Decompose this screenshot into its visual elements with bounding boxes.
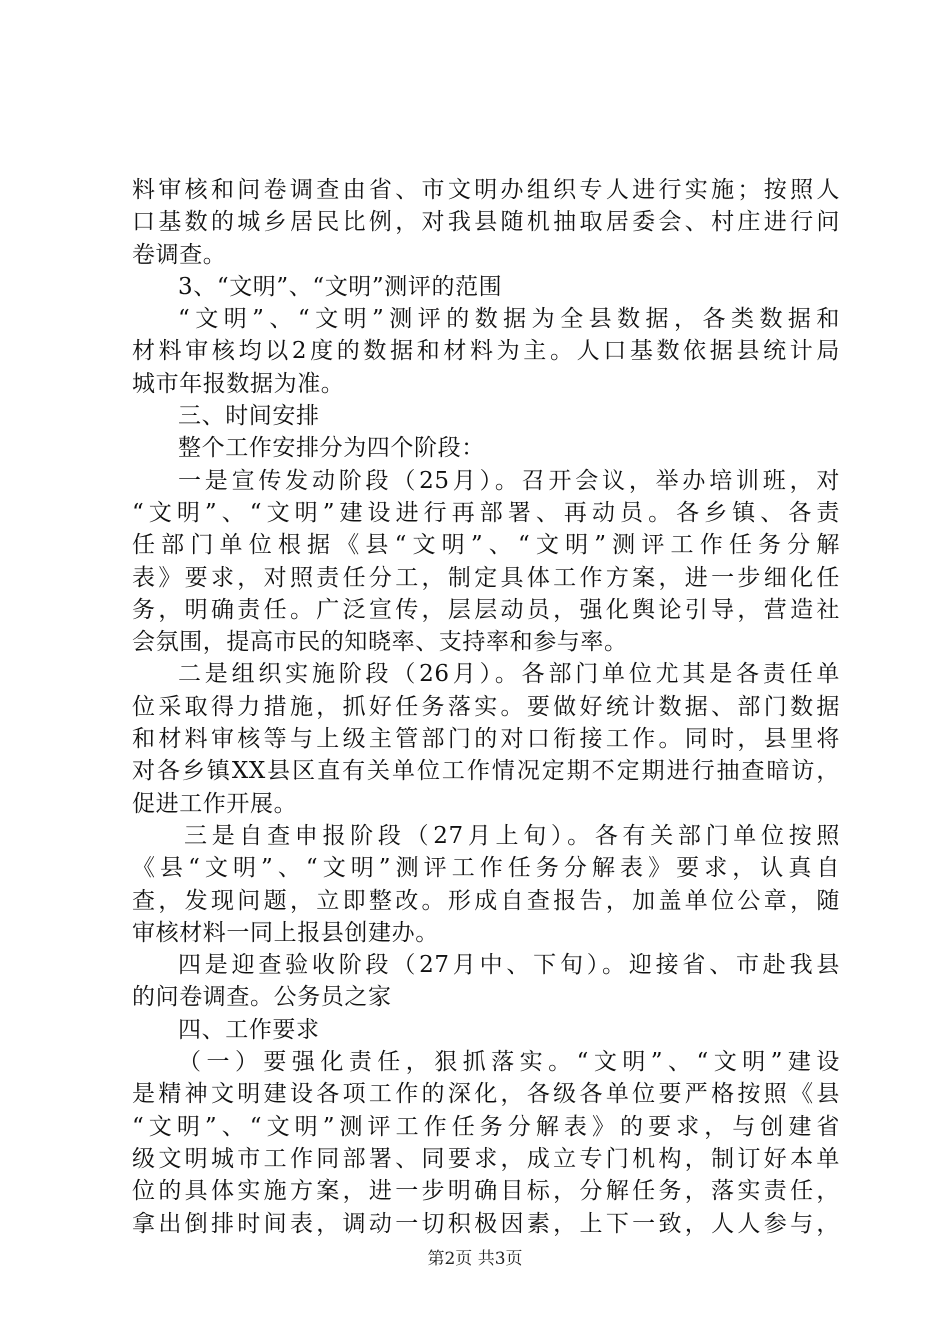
text-line: 城市年报数据为准。 — [132, 370, 345, 397]
text-line: 表》要求，对照责任分工，制定具体工作方案，进一步细化任 — [132, 564, 840, 591]
text-line: 任部门单位根据《县“文明”、“文明”测评工作任务分解 — [132, 532, 840, 559]
text-line: 是精神文明建设各项工作的深化，各级各单位要严格按照《县 — [132, 1081, 840, 1108]
page-footer: 第2页 共3页 — [427, 1249, 523, 1269]
text-line: 一是宣传发动阶段（25月）。召开会议，举办培训班，对 — [178, 467, 840, 494]
text-line: 会氛围，提高市民的知晓率、支持率和参与率。 — [132, 629, 628, 656]
text-line: 三是自查申报阶段（27月上旬）。各有关部门单位按照 — [184, 822, 840, 849]
text-line: 审核材料一同上报县创建办。 — [132, 919, 439, 946]
text-line: 拿出倒排时间表，调动一切积极因素，上下一致，人人参与， — [132, 1210, 840, 1237]
text-line: 级文明城市工作同部署、同要求，成立专门机构，制订好本单 — [132, 1145, 840, 1172]
section-heading: 四、工作要求 — [178, 1016, 320, 1043]
text-line: 和材料审核等与上级主管部门的对口衔接工作。同时，县里将 — [132, 726, 840, 753]
text-line: 材料审核均以2度的数据和材料为主。人口基数依据县统计局 — [132, 338, 840, 365]
text-line: 对各乡镇XX县区直有关单位工作情况定期不定期进行抽查暗访， — [132, 758, 840, 785]
section-heading: 3、“文明”、“文明”测评的范围 — [178, 273, 503, 300]
section-heading: 三、时间安排 — [178, 403, 320, 430]
text-line: 卷调查。 — [132, 241, 227, 268]
text-line: 口基数的城乡居民比例，对我县随机抽取居委会、村庄进行问 — [132, 209, 840, 236]
text-line: “文明”、“文明”测评的数据为全县数据，各类数据和 — [178, 306, 840, 333]
text-line: 查，发现问题，立即整改。形成自查报告，加盖单位公章，随 — [132, 887, 840, 914]
text-line: 位的具体实施方案，进一步明确目标，分解任务，落实责任， — [132, 1178, 840, 1205]
text-line: 整个工作安排分为四个阶段： — [178, 435, 485, 462]
text-line: “文明”、“文明”测评工作任务分解表》的要求，与创建省 — [132, 1113, 840, 1140]
text-line: （一）要强化责任，狠抓落实。“文明”、“文明”建设 — [178, 1049, 840, 1076]
text-line: 的问卷调查。公务员之家 — [132, 984, 392, 1011]
text-line: 位采取得力措施，抓好任务落实。要做好统计数据、部门数据 — [132, 693, 840, 720]
text-line: 二是组织实施阶段（26月）。各部门单位尤其是各责任单 — [178, 661, 840, 688]
text-line: 料审核和问卷调查由省、市文明办组织专人进行实施；按照人 — [132, 177, 840, 203]
text-line: “文明”、“文明”建设进行再部署、再动员。各乡镇、各责 — [132, 499, 840, 526]
text-line: 四是迎查验收阶段（27月中、下旬）。迎接省、市赴我县 — [178, 952, 840, 979]
text-line: 《县“文明”、“文明”测评工作任务分解表》要求，认真自 — [132, 855, 840, 882]
text-line: 务，明确责任。广泛宣传，层层动员，强化舆论引导，营造社 — [132, 596, 840, 623]
text-line: 促进工作开展。 — [132, 790, 298, 817]
body-text — [132, 174, 840, 1240]
